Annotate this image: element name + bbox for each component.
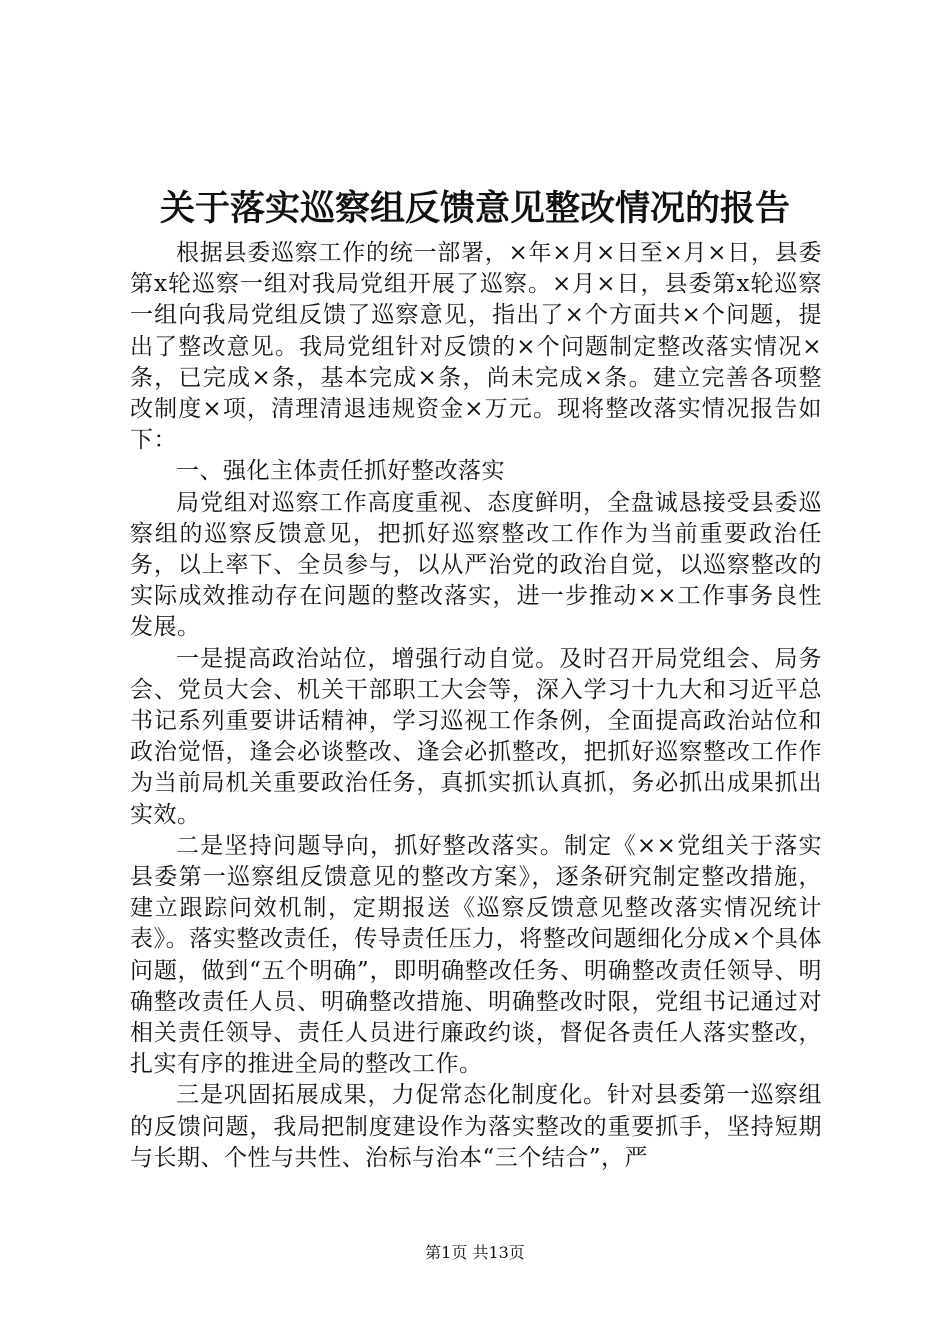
paragraph-intro: 根据县委巡察工作的统一部署，×年×月×日至×月×日，县委第x轮巡察一组对我局党组开展了巡察。×月×日，县委第x轮巡察一组向我局党组反馈了巡察意见，指出了×个方面共×个问题，提出了整改意见。我局党组针对反馈的×个问题制定整改落实情况×条，已完成×条，基本完成×条，尚未完成×条。建立完善各项整改制度×项，清理清退违规资金×万元。现将整改落实情况报告如下： bbox=[130, 240, 822, 454]
document-body bbox=[130, 238, 822, 1174]
document-title: 关于落实巡察组反馈意见整改情况的报告 bbox=[159, 188, 790, 229]
paragraph-point-2: 二是坚持问题导向，抓好整改落实。制定《××党组关于落实县委第一巡察组反馈意见的整改方案》，逐条研究制定整改措施，建立跟踪问效机制，定期报送《巡察反馈意见整改落实情况统计表》。落实整改责任，传导责任压力，将整改问题细化分成×个具体问题，做到“五个明确”，即明确整改任务、明确整改责任领导、明确整改责任人员、明确整改措施、明确整改时限，党组书记通过对相关责任领导、责任人员进行廉政约谈，督促各责任人落实整改，扎实有序的推进全局的整改工作。 bbox=[130, 832, 822, 1078]
paragraph-section-1-overview: 局党组对巡察工作高度重视、态度鲜明，全盘诚恳接受县委巡察组的巡察反馈意见，把抓好巡察整改工作作为当前重要政治任务，以上率下、全员参与，以从严治党的政治自觉，以巡察整改的实际成效推动存在问题的整改落实，进一步推动××工作事务良性发展。 bbox=[130, 489, 822, 641]
page-number-footer: 第1页 共13页 bbox=[425, 1243, 525, 1262]
paragraph-point-1: 一是提高政治站位，增强行动自觉。及时召开局党组会、局务会、党员大会、机关干部职工大会等，深入学习十九大和习近平总书记系列重要讲话精神，学习巡视工作条例，全面提高政治站位和政治觉悟，逢会必谈整改、逢会必抓整改，把抓好巡察整改工作作为当前局机关重要政治任务，真抓实抓认真抓，务必抓出成果抓出实效。 bbox=[130, 645, 822, 828]
section-heading-1: 一、强化主体责任抓好整改落实 bbox=[176, 458, 505, 485]
paragraph-point-3: 三是巩固拓展成果，力促常态化制度化。针对县委第一巡察组的反馈问题，我局把制度建设作为落实整改的重要抓手，坚持短期与长期、个性与共性、治标与治本“三个结合”，严 bbox=[130, 1082, 822, 1171]
